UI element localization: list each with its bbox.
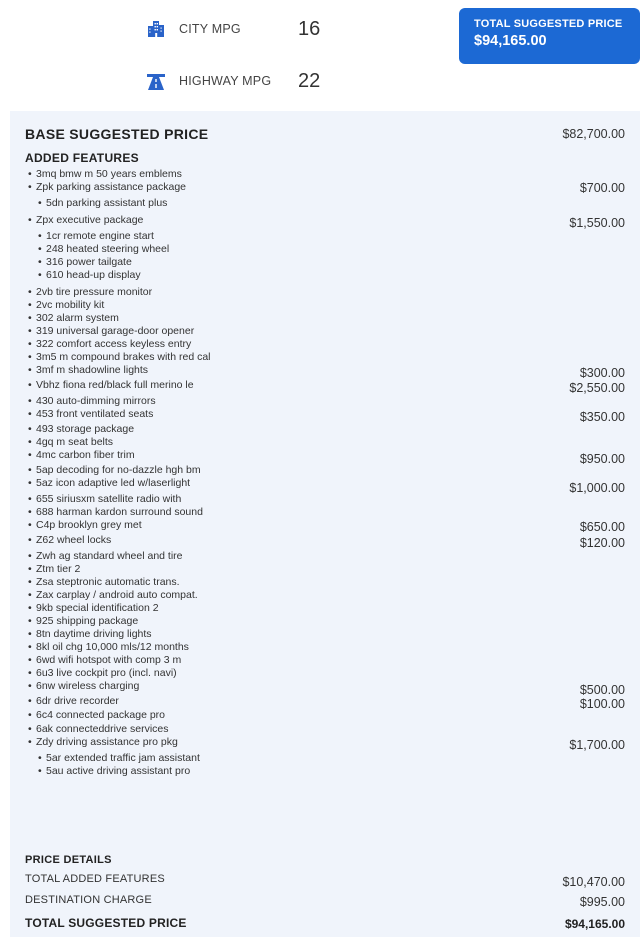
- bullet-icon: •: [28, 436, 32, 448]
- city-mpg-value: 16: [298, 17, 321, 40]
- bullet-icon: •: [28, 214, 32, 226]
- bullet-icon: •: [38, 269, 42, 281]
- feature-label: 316 power tailgate: [46, 256, 132, 268]
- feature-item: [28, 351, 211, 364]
- feature-label: Zwh ag standard wheel and tire: [36, 550, 183, 562]
- city-mpg-label: CITY MPG: [179, 22, 241, 36]
- total-box-value: $94,165.00: [474, 33, 547, 49]
- bullet-icon: •: [28, 519, 32, 531]
- bullet-icon: •: [28, 312, 32, 324]
- feature-label: 4mc carbon fiber trim: [36, 449, 135, 461]
- feature-item: [28, 576, 180, 589]
- feature-label: Zax carplay / android auto compat.: [36, 589, 198, 601]
- feature-label: Zpx executive package: [36, 214, 144, 226]
- feature-item: [28, 312, 119, 325]
- feature-label: 430 auto-dimming mirrors: [36, 395, 156, 407]
- feature-item: [28, 550, 183, 563]
- feature-label: 610 head-up display: [46, 269, 141, 281]
- feature-label: 6nw wireless charging: [36, 680, 140, 692]
- city-mpg-row: [146, 17, 321, 40]
- feature-label: 248 heated steering wheel: [46, 243, 170, 255]
- feature-item: [28, 299, 104, 312]
- bullet-icon: •: [38, 765, 42, 777]
- bullet-icon: •: [28, 695, 32, 707]
- feature-price: $950.00: [579, 452, 625, 466]
- feature-label: 1cr remote engine start: [46, 230, 154, 242]
- bullet-icon: •: [28, 325, 32, 337]
- feature-item: [28, 436, 113, 449]
- bullet-icon: •: [28, 723, 32, 735]
- feature-item: [28, 736, 178, 749]
- bullet-icon: •: [28, 534, 32, 546]
- bullet-icon: •: [28, 736, 32, 748]
- bullet-icon: •: [28, 628, 32, 640]
- feature-label: Zpk parking assistance package: [36, 181, 186, 193]
- feature-label: 2vb tire pressure monitor: [36, 286, 153, 298]
- feature-item: [38, 256, 132, 269]
- total-suggested-price-value: $94,165.00: [564, 917, 625, 931]
- destination-charge-value: $995.00: [579, 895, 625, 909]
- feature-item: [28, 602, 159, 615]
- total-box-label: TOTAL SUGGESTED PRICE: [474, 18, 623, 30]
- feature-label: 8kl oil chg 10,000 mls/12 months: [36, 641, 189, 653]
- added-features-title: ADDED FEATURES: [25, 151, 139, 165]
- bullet-icon: •: [28, 379, 32, 391]
- feature-label: 3mq bmw m 50 years emblems: [36, 168, 182, 180]
- feature-price: $120.00: [579, 536, 625, 550]
- bullet-icon: •: [28, 550, 32, 562]
- feature-item: [28, 338, 191, 351]
- feature-item: [38, 752, 200, 765]
- feature-label: 319 universal garage-door opener: [36, 325, 195, 337]
- feature-item: [28, 364, 148, 377]
- bullet-icon: •: [28, 563, 32, 575]
- feature-item: [38, 269, 141, 282]
- feature-label: 302 alarm system: [36, 312, 119, 324]
- bullet-icon: •: [28, 423, 32, 435]
- feature-label: Ztm tier 2: [36, 563, 81, 575]
- feature-item: [28, 379, 194, 392]
- feature-label: Zdy driving assistance pro pkg: [36, 736, 178, 748]
- feature-label: 8tn daytime driving lights: [36, 628, 152, 640]
- feature-label: 5ap decoding for no-dazzle hgh bm: [36, 464, 201, 476]
- bullet-icon: •: [28, 395, 32, 407]
- feature-label: Vbhz fiona red/black full merino le: [36, 379, 194, 391]
- bullet-icon: •: [28, 351, 32, 363]
- feature-item: [28, 709, 165, 722]
- bullet-icon: •: [28, 615, 32, 627]
- bullet-icon: •: [28, 493, 32, 505]
- highway-mpg-row: [146, 69, 321, 92]
- bullet-icon: •: [28, 168, 32, 180]
- feature-label: 453 front ventilated seats: [36, 408, 154, 420]
- feature-item: [28, 477, 190, 490]
- feature-label: 6wd wifi hotspot with comp 3 m: [36, 654, 182, 666]
- feature-item: [38, 243, 169, 256]
- base-price-value: $82,700.00: [562, 127, 625, 141]
- feature-label: 3mf m shadowline lights: [36, 364, 149, 376]
- feature-label: 4gq m seat belts: [36, 436, 114, 448]
- feature-item: [28, 654, 181, 667]
- feature-item: [38, 765, 190, 778]
- bullet-icon: •: [28, 506, 32, 518]
- highway-mpg-label: HIGHWAY MPG: [179, 74, 272, 88]
- feature-item: [28, 181, 186, 194]
- destination-charge-label: DESTINATION CHARGE: [25, 894, 152, 906]
- feature-item: [28, 423, 134, 436]
- feature-price: $650.00: [579, 520, 625, 534]
- feature-item: [28, 506, 203, 519]
- feature-item: [38, 230, 154, 243]
- feature-label: 655 siriusxm satellite radio with: [36, 493, 182, 505]
- feature-label: 6ak connecteddrive services: [36, 723, 169, 735]
- bullet-icon: •: [28, 299, 32, 311]
- feature-item: [28, 628, 152, 641]
- feature-item: [28, 641, 189, 654]
- feature-label: 5ar extended traffic jam assistant: [46, 752, 200, 764]
- feature-price: $350.00: [579, 410, 625, 424]
- bullet-icon: •: [28, 641, 32, 653]
- feature-item: [28, 519, 142, 532]
- highway-mpg-value: 22: [298, 69, 321, 92]
- feature-label: Zsa steptronic automatic trans.: [36, 576, 180, 588]
- feature-price: $700.00: [579, 181, 625, 195]
- bullet-icon: •: [38, 243, 42, 255]
- feature-label: 5az icon adaptive led w/laserlight: [36, 477, 191, 489]
- feature-label: 5au active driving assistant pro: [46, 765, 191, 777]
- feature-price: $300.00: [579, 366, 625, 380]
- top-summary: [0, 0, 640, 110]
- price-breakdown-panel: [10, 111, 640, 937]
- bullet-icon: •: [38, 752, 42, 764]
- total-suggested-price-label: TOTAL SUGGESTED PRICE: [25, 916, 187, 930]
- bullet-icon: •: [28, 602, 32, 614]
- feature-label: 493 storage package: [36, 423, 135, 435]
- city-buildings-icon: [146, 19, 166, 39]
- bullet-icon: •: [28, 576, 32, 588]
- feature-item: [38, 197, 167, 210]
- feature-price: $1,700.00: [569, 738, 625, 752]
- bullet-icon: •: [38, 256, 42, 268]
- bullet-icon: •: [28, 449, 32, 461]
- highway-road-icon: [146, 71, 166, 91]
- price-details-title: PRICE DETAILS: [25, 854, 112, 866]
- feature-item: [28, 408, 153, 421]
- feature-item: [28, 667, 177, 680]
- feature-item: [28, 615, 138, 628]
- bullet-icon: •: [28, 667, 32, 679]
- bullet-icon: •: [28, 181, 32, 193]
- bullet-icon: •: [28, 680, 32, 692]
- total-added-features-label: TOTAL ADDED FEATURES: [25, 873, 165, 885]
- bullet-icon: •: [28, 338, 32, 350]
- feature-price: $500.00: [579, 683, 625, 697]
- feature-label: 6c4 connected package pro: [36, 709, 166, 721]
- feature-item: [28, 695, 119, 708]
- feature-price: $2,550.00: [569, 381, 625, 395]
- feature-price: $1,000.00: [569, 481, 625, 495]
- bullet-icon: •: [28, 408, 32, 420]
- feature-label: C4p brooklyn grey met: [36, 519, 142, 531]
- feature-price: $1,550.00: [569, 216, 625, 230]
- feature-item: [28, 464, 201, 477]
- feature-label: 9kb special identification 2: [36, 602, 159, 614]
- feature-item: [28, 563, 80, 576]
- feature-label: 322 comfort access keyless entry: [36, 338, 192, 350]
- base-price-label: BASE SUGGESTED PRICE: [25, 126, 209, 142]
- bullet-icon: •: [28, 464, 32, 476]
- feature-label: 5dn parking assistant plus: [46, 197, 168, 209]
- feature-item: [28, 286, 152, 299]
- feature-item: [28, 493, 181, 506]
- feature-label: 6dr drive recorder: [36, 695, 119, 707]
- feature-item: [28, 534, 111, 547]
- feature-item: [28, 723, 169, 736]
- total-added-features-value: $10,470.00: [562, 875, 625, 889]
- feature-label: 688 harman kardon surround sound: [36, 506, 203, 518]
- feature-label: 6u3 live cockpit pro (incl. navi): [36, 667, 177, 679]
- total-suggested-price-box: [459, 8, 640, 64]
- feature-item: [28, 168, 182, 181]
- feature-label: 925 shipping package: [36, 615, 139, 627]
- bullet-icon: •: [38, 230, 42, 242]
- feature-item: [28, 449, 135, 462]
- feature-item: [28, 680, 139, 693]
- bullet-icon: •: [28, 709, 32, 721]
- bullet-icon: •: [28, 654, 32, 666]
- feature-label: 3m5 m compound brakes with red cal: [36, 351, 211, 363]
- bullet-icon: •: [28, 477, 32, 489]
- feature-item: [28, 395, 156, 408]
- bullet-icon: •: [28, 364, 32, 376]
- feature-item: [28, 214, 143, 227]
- feature-label: 2vc mobility kit: [36, 299, 105, 311]
- bullet-icon: •: [38, 197, 42, 209]
- bullet-icon: •: [28, 286, 32, 298]
- feature-label: Z62 wheel locks: [36, 534, 112, 546]
- feature-item: [28, 325, 194, 338]
- bullet-icon: •: [28, 589, 32, 601]
- feature-price: $100.00: [579, 697, 625, 711]
- feature-item: [28, 589, 198, 602]
